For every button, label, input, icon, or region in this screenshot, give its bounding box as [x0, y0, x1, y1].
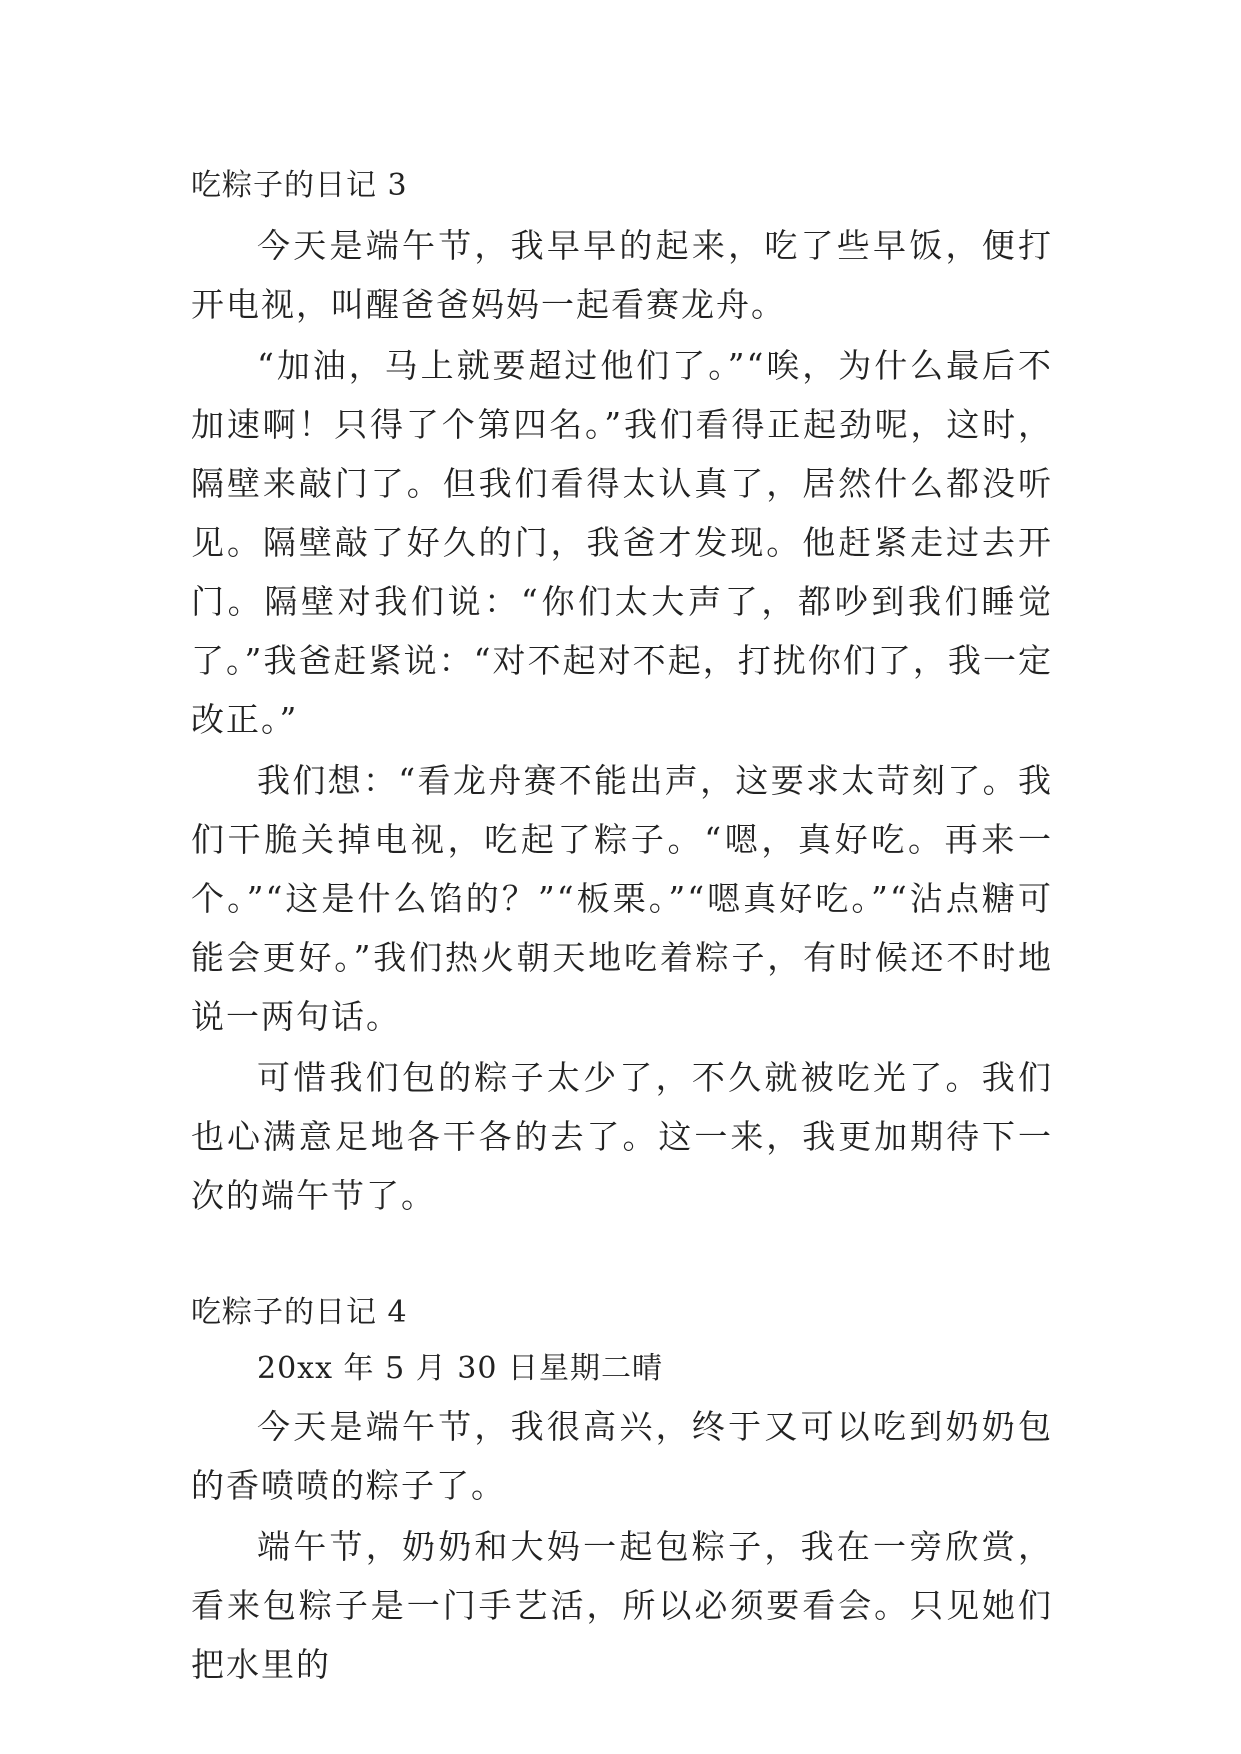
- section-title-diary-4: 吃粽子的日记 4: [191, 1295, 408, 1330]
- document-page: [191, 158, 1053, 1694]
- paragraph: 端午节，奶奶和大妈一起包粽子，我在一旁欣赏，看来包粽子是一门手艺活，所以必须要看会。只见她们把水里的: [191, 1527, 1053, 1684]
- paragraph: 我们想：“看龙舟赛不能出声，这要求太苛刻了。我们干脆关掉电视，吃起了粽子。“嗯，真好吃。再来一个。”“这是什么馅的？”“板栗。”“嗯真好吃。”“沾点糖可能会更好。”我们热火朝天地吃着粽子，有时候还不时地说一两句话。: [191, 761, 1053, 1036]
- paragraph: 可惜我们包的粽子太少了，不久就被吃光了。我们也心满意足地各干各的去了。这一来，我更加期待下一次的端午节了。: [191, 1058, 1053, 1215]
- date-line: 20xx 年 5 月 30 日星期二晴: [257, 1351, 663, 1386]
- paragraph: “加油，马上就要超过他们了。”“唉，为什么最后不加速啊！只得了个第四名。”我们看得正起劲呢，这时，隔壁来敲门了。但我们看得太认真了，居然什么都没听见。隔壁敲了好久的门，我爸才发现。他赶紧走过去开门。隔壁对我们说：“你们太大声了，都吵到我们睡觉了。”我爸赶紧说：“对不起对不起，打扰你们了，我一定改正。”: [191, 346, 1053, 739]
- section-title-diary-3: 吃粽子的日记 3: [191, 168, 408, 203]
- paragraph: 今天是端午节，我早早的起来，吃了些早饭，便打开电视，叫醒爸爸妈妈一起看赛龙舟。: [191, 226, 1053, 324]
- paragraph: 今天是端午节，我很高兴，终于又可以吃到奶奶包的香喷喷的粽子了。: [191, 1407, 1053, 1505]
